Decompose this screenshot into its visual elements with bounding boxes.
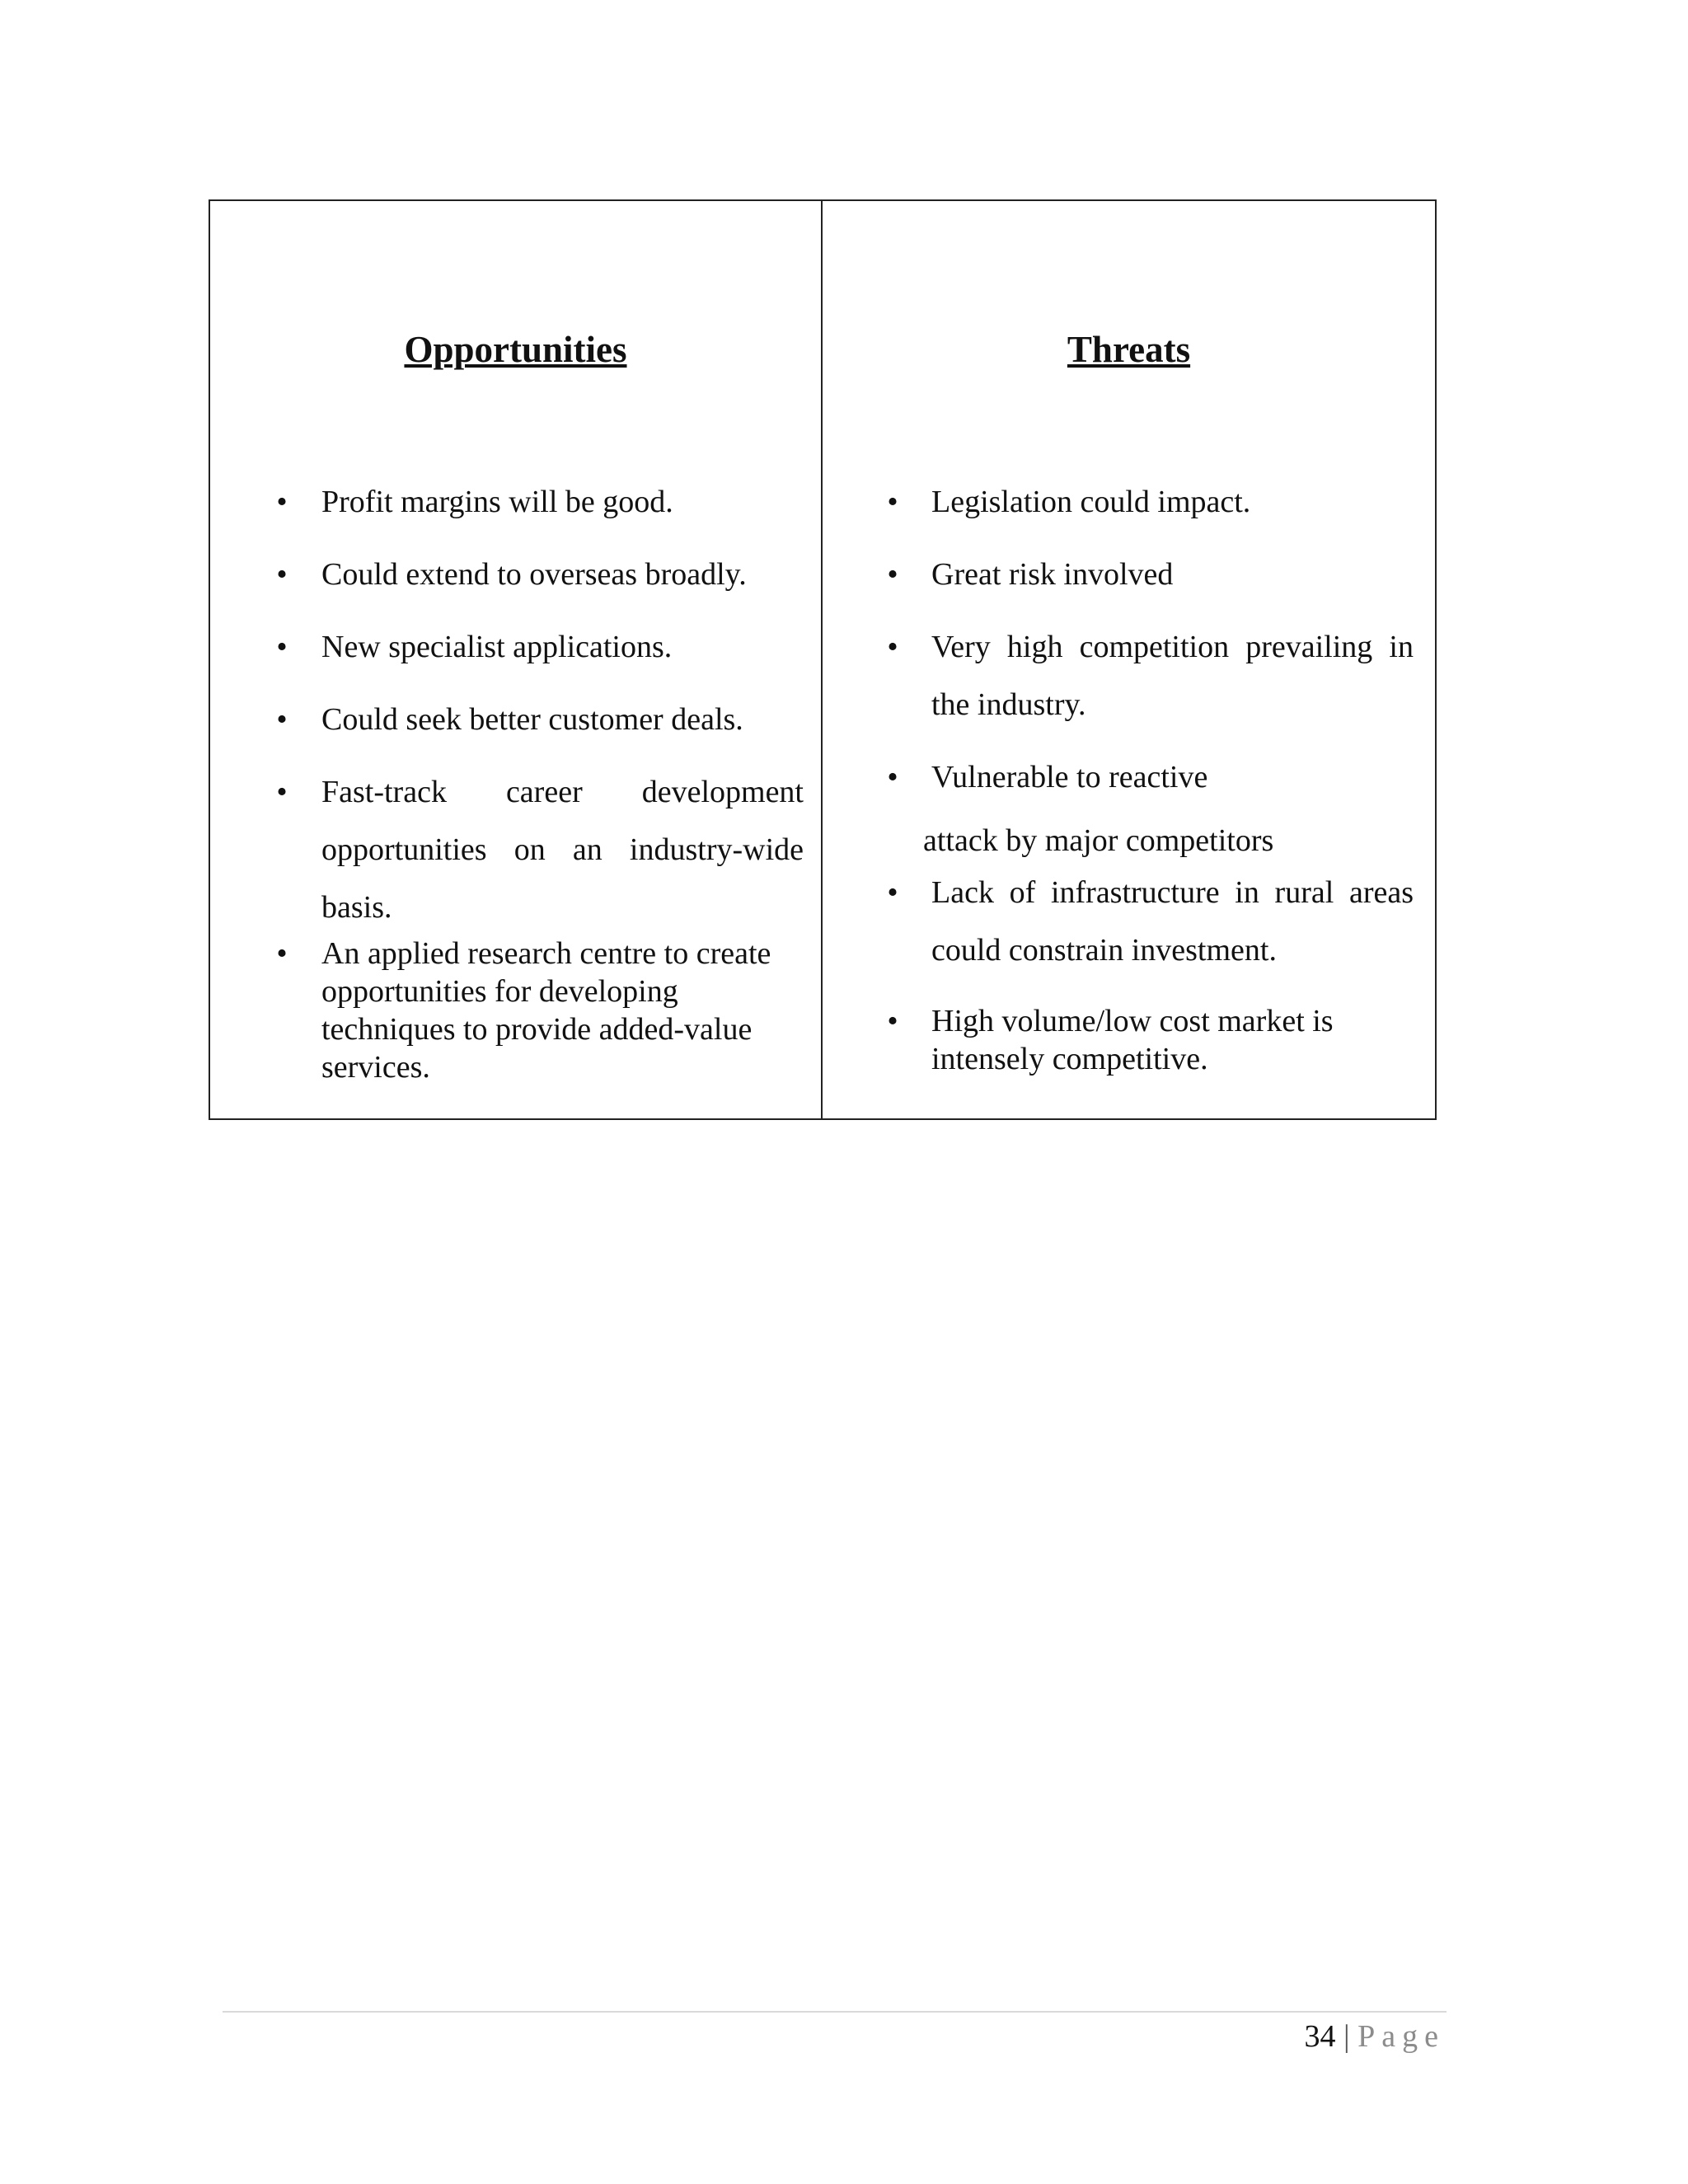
threat-item: Legislation could impact. [931,485,1251,519]
threat-item-continuation: attack by major competitors [923,823,1274,858]
bullet-icon: • [276,630,288,664]
footer-divider [223,2011,1447,2013]
bullet-icon: • [887,760,898,794]
opportunity-item: An applied research centre to create opportunities for developing techniques to provide added-value services. [321,936,771,1085]
bullet-icon: • [887,1004,898,1038]
swot-table [209,199,1437,1120]
threat-item: Very high competition prevailing in the industry. [931,630,1414,722]
threats-heading: Threats [1067,329,1191,370]
threat-item: High volume/low cost market is intensely competitive. [931,1004,1334,1076]
opportunity-item: New specialist applications. [321,630,673,664]
opportunity-item: Profit margins will be good. [321,485,673,519]
bullet-icon: • [887,630,898,664]
threat-item: Lack of infrastructure in rural areas could constrain investment. [931,875,1414,968]
page-number [1305,2013,1445,2060]
page-label: Page [1357,2019,1445,2054]
opportunities-heading: Opportunities [404,329,627,370]
opportunity-item: Could extend to overseas broadly. [321,557,747,592]
opportunities-column [210,201,823,1118]
bullet-icon: • [276,936,288,971]
bullet-icon: • [276,775,288,809]
bullet-icon: • [276,557,288,592]
threats-column [823,201,1435,1118]
page-number-value: 34 [1304,2019,1336,2054]
opportunity-item: Could seek better customer deals. [321,702,743,737]
bullet-icon: • [887,485,898,519]
bullet-icon: • [887,875,898,910]
threat-item: Vulnerable to reactive [931,760,1208,794]
bullet-icon: • [276,485,288,519]
threat-item: Great risk involved [931,557,1174,592]
bullet-icon: • [887,557,898,592]
opportunity-item: Fast-track career development opportunities on an industry-wide basis. [321,775,804,925]
page-number-separator: | [1343,2019,1350,2054]
bullet-icon: • [276,702,288,737]
